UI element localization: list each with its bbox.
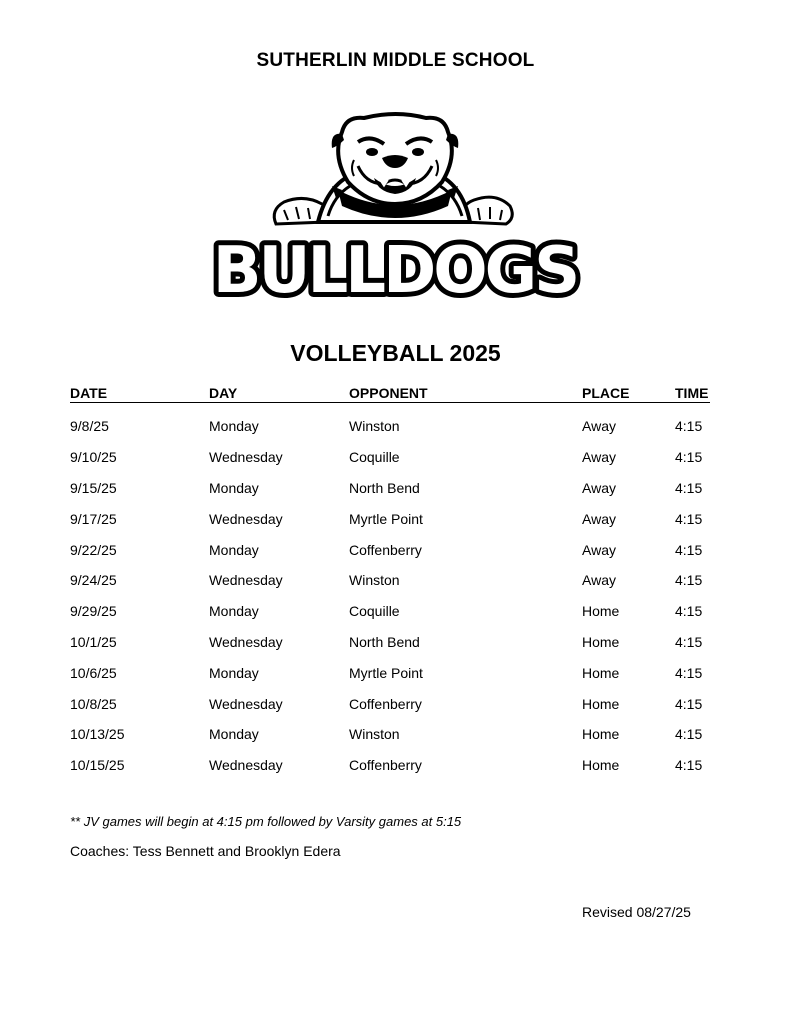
table-row bbox=[70, 596, 710, 627]
bulldogs-logo bbox=[212, 112, 578, 308]
column-header-opponent: OPPONENT bbox=[349, 381, 582, 403]
table-row bbox=[70, 534, 710, 565]
column-header-place: PLACE bbox=[582, 381, 675, 403]
cell-opponent: Winston bbox=[349, 418, 400, 435]
cell-day: Wednesday bbox=[209, 695, 283, 712]
cell-date: 9/10/25 bbox=[70, 449, 117, 466]
schedule-table bbox=[70, 381, 710, 781]
cell-time: 4:15 bbox=[675, 510, 703, 527]
cell-opponent: Myrtle Point bbox=[349, 510, 423, 527]
cell-opponent: Coquille bbox=[349, 603, 400, 620]
cell-place: Away bbox=[582, 510, 616, 527]
table-row bbox=[70, 719, 710, 750]
cell-day: Monday bbox=[209, 726, 259, 743]
cell-date: 9/24/25 bbox=[70, 572, 117, 589]
cell-opponent: Myrtle Point bbox=[349, 664, 423, 681]
table-header-row bbox=[70, 381, 710, 403]
table-row bbox=[70, 442, 710, 473]
schedule-title: VOLLEYBALL 2025 bbox=[290, 340, 501, 366]
cell-date: 10/6/25 bbox=[70, 664, 117, 681]
table-row bbox=[70, 627, 710, 658]
coaches-line: Coaches: Tess Bennett and Brooklyn Edera bbox=[70, 843, 341, 859]
cell-time: 4:15 bbox=[675, 633, 703, 650]
table-row bbox=[70, 565, 710, 596]
cell-time: 4:15 bbox=[675, 757, 703, 774]
cell-day: Wednesday bbox=[209, 510, 283, 527]
jv-note: ** JV games will begin at 4:15 pm followed by Varsity games at 5:15 bbox=[70, 814, 462, 829]
cell-place: Away bbox=[582, 479, 616, 496]
cell-date: 10/1/25 bbox=[70, 633, 117, 650]
cell-time: 4:15 bbox=[675, 541, 703, 558]
cell-opponent: Coquille bbox=[349, 449, 400, 466]
cell-place: Away bbox=[582, 449, 616, 466]
cell-place: Home bbox=[582, 726, 620, 743]
revised-date: Revised 08/27/25 bbox=[582, 904, 691, 920]
cell-place: Home bbox=[582, 757, 620, 774]
cell-opponent: Coffenberry bbox=[349, 695, 422, 712]
table-row bbox=[70, 688, 710, 719]
cell-place: Away bbox=[582, 541, 616, 558]
cell-date: 10/13/25 bbox=[70, 726, 125, 743]
school-title: SUTHERLIN MIDDLE SCHOOL bbox=[256, 50, 535, 71]
cell-day: Wednesday bbox=[209, 572, 283, 589]
cell-place: Home bbox=[582, 695, 620, 712]
cell-day: Wednesday bbox=[209, 757, 283, 774]
cell-time: 4:15 bbox=[675, 726, 703, 743]
cell-date: 10/8/25 bbox=[70, 695, 117, 712]
cell-place: Home bbox=[582, 633, 620, 650]
cell-day: Wednesday bbox=[209, 633, 283, 650]
cell-day: Wednesday bbox=[209, 449, 283, 466]
cell-date: 9/15/25 bbox=[70, 479, 117, 496]
cell-time: 4:15 bbox=[675, 664, 703, 681]
cell-opponent: Coffenberry bbox=[349, 757, 422, 774]
cell-opponent: North Bend bbox=[349, 633, 420, 650]
table-row bbox=[70, 503, 710, 534]
cell-time: 4:15 bbox=[675, 603, 703, 620]
column-header-time: TIME bbox=[675, 381, 710, 403]
cell-day: Monday bbox=[209, 541, 259, 558]
cell-place: Away bbox=[582, 572, 616, 589]
cell-time: 4:15 bbox=[675, 449, 703, 466]
cell-place: Home bbox=[582, 664, 620, 681]
table-row bbox=[70, 403, 710, 442]
cell-day: Monday bbox=[209, 603, 259, 620]
cell-opponent: North Bend bbox=[349, 479, 420, 496]
cell-date: 9/8/25 bbox=[70, 418, 109, 435]
table-row bbox=[70, 750, 710, 781]
cell-day: Monday bbox=[209, 479, 259, 496]
cell-time: 4:15 bbox=[675, 695, 703, 712]
table-row bbox=[70, 657, 710, 688]
cell-time: 4:15 bbox=[675, 479, 703, 496]
table-row bbox=[70, 473, 710, 504]
column-header-day: DAY bbox=[209, 381, 349, 403]
cell-date: 9/17/25 bbox=[70, 510, 117, 527]
cell-day: Monday bbox=[209, 418, 259, 435]
cell-time: 4:15 bbox=[675, 572, 703, 589]
cell-place: Away bbox=[582, 418, 616, 435]
column-header-date: DATE bbox=[70, 381, 209, 403]
cell-place: Home bbox=[582, 603, 620, 620]
cell-date: 10/15/25 bbox=[70, 757, 125, 774]
cell-date: 9/22/25 bbox=[70, 541, 117, 558]
cell-time: 4:15 bbox=[675, 418, 703, 435]
logo-text: BULLDOGS bbox=[212, 234, 578, 308]
cell-opponent: Coffenberry bbox=[349, 541, 422, 558]
cell-day: Monday bbox=[209, 664, 259, 681]
cell-opponent: Winston bbox=[349, 726, 400, 743]
cell-opponent: Winston bbox=[349, 572, 400, 589]
cell-date: 9/29/25 bbox=[70, 603, 117, 620]
bulldog-mascot-icon bbox=[212, 112, 578, 308]
